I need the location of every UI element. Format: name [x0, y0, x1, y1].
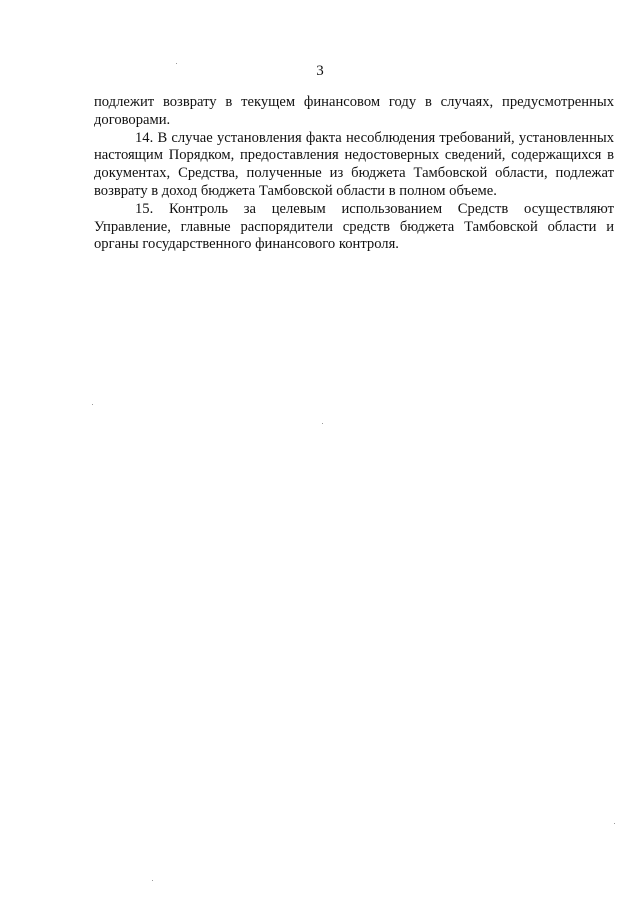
paragraph-15: 15. Контроль за целевым использованием Средств осуществляют Управление, главные распорядители средств бюджета Тамбовской области и органы государственного финансового контроля.	[94, 200, 614, 253]
page-number: 3	[316, 63, 324, 79]
scan-speck	[176, 63, 177, 64]
scan-speck	[322, 423, 323, 424]
scan-speck	[152, 880, 153, 881]
document-body	[94, 94, 614, 254]
paragraph-continuation: подлежит возврату в текущем финансовом году в случаях, предусмотренных договорами.	[94, 94, 614, 128]
scan-speck	[614, 823, 615, 824]
paragraph-14: 14. В случае установления факта несоблюдения требований, установленных настоящим Порядком, предоставления недостоверных сведений, содержащихся в документах, Средства, полученные из бюджета Тамбовской области, подлежат возврату в доход бюджета Тамбовской области в полном объеме.	[94, 129, 614, 199]
scan-speck	[92, 404, 93, 405]
